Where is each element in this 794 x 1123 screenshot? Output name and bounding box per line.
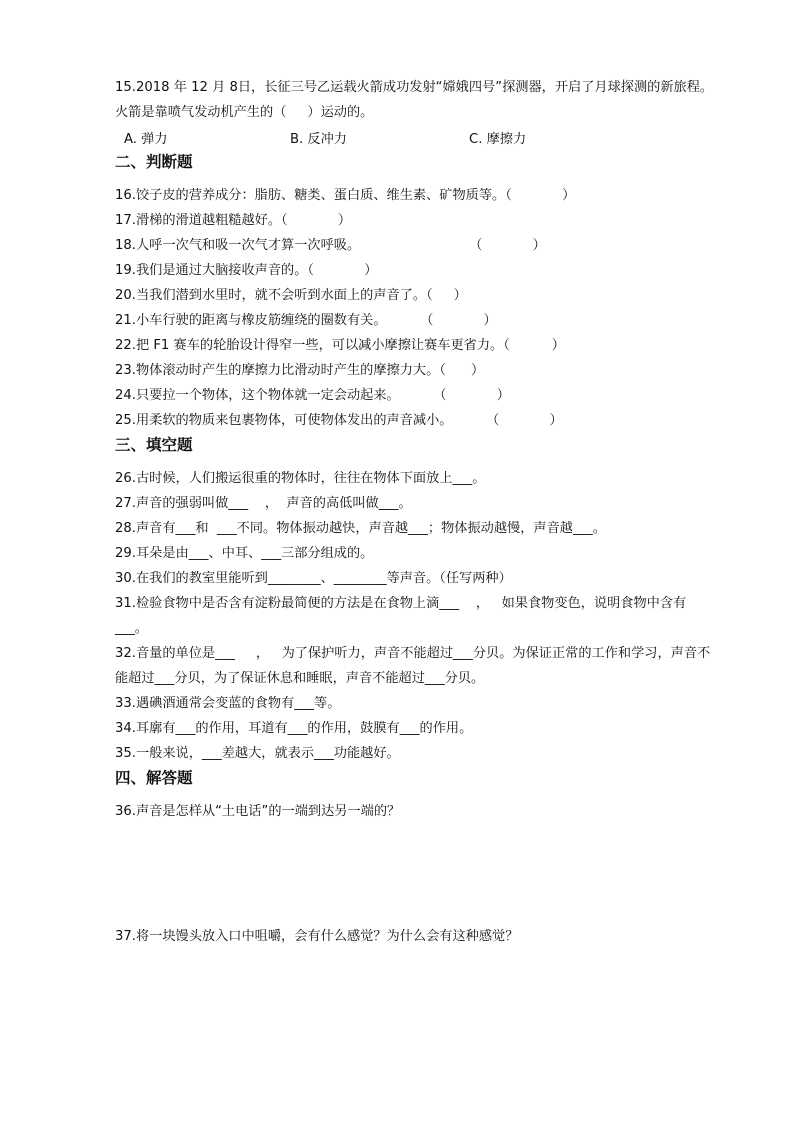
fill-question-29: 29.耳朵是由___、中耳、___三部分组成的。 [115,546,374,561]
answer-question-36: 36.声音是怎样从“土电话”的一端到达另一端的？ [115,804,401,819]
question-15-line-1: 15.2018 年 12 月 8日，长征三号乙运载火箭成功发射“嫦娥四号”探测器，开启了月球探测的新旅程。 [115,80,714,95]
fill-question-31-line-2: ___。 [115,621,148,636]
fill-question-34: 34.耳廓有___的作用，耳道有___的作用，鼓膜有___的作用。 [115,721,473,736]
fill-question-30: 30.在我们的教室里能听到________、________等声音。（任写两种） [115,571,512,586]
option-c: C. 摩擦力 [469,132,527,147]
option-b: B. 反冲力 [290,132,347,147]
judge-question-24: 24.只要拉一个物体，这个物体就一定会动起来。 （ ） [115,388,510,403]
judge-question-20: 20.当我们潜到水里时，就不会听到水面上的声音了。（ ） [115,288,467,303]
judge-question-23: 23.物体滚动时产生的摩擦力比滑动时产生的摩擦力大。（ ） [115,363,485,378]
judge-question-16: 16.饺子皮的营养成分：脂肪、糖类、蛋白质、维生素、矿物质等。（ ） [115,188,576,203]
section-heading-judge: 二、判断题 [115,153,193,171]
judge-question-25: 25.用柔软的物质来包裹物体，可使物体发出的声音减小。 （ ） [115,413,563,428]
fill-question-26: 26.古时候，人们搬运很重的物体时，往往在物体下面放上___。 [115,471,486,486]
fill-question-31-line-1: 31.检验食物中是否含有淀粉最简便的方法是在食物上滴___ ， 如果食物变色，说明食物中含有 [115,596,687,611]
fill-question-33: 33.遇碘酒通常会变蓝的食物有___等。 [115,696,341,711]
question-15-line-2: 火箭是靠喷气发动机产生的（ ）运动的。 [115,105,374,120]
section-heading-answer: 四、解答题 [115,769,193,787]
judge-question-19: 19.我们是通过大脑接收声音的。（ ） [115,263,378,278]
fill-question-27: 27.声音的强弱叫做___ ， 声音的高低叫做___。 [115,496,412,511]
fill-question-32-line-1: 32.音量的单位是___ ， 为了保护听力，声音不能超过___分贝。为保证正常的工作和学习，声音不 [115,646,711,661]
section-heading-fill: 三、填空题 [115,436,193,454]
judge-question-21: 21.小车行驶的距离与橡皮筋缠绕的圈数有关。 （ ） [115,313,497,328]
fill-question-35: 35.一般来说，___差越大，就表示___功能越好。 [115,746,400,761]
answer-question-37: 37.将一块馒头放入口中咀嚼，会有什么感觉？为什么会有这种感觉？ [115,929,519,944]
judge-question-18: 18.人呼一次气和吸一次气才算一次呼吸。 （ ） [115,238,546,253]
judge-question-17: 17.滑梯的滑道越粗糙越好。（ ） [115,213,352,228]
fill-question-32-line-2: 能超过___分贝，为了保证休息和睡眠，声音不能超过___分贝。 [115,671,485,686]
fill-question-28: 28.声音有___和 ___不同。物体振动越快，声音越___；物体振动越慢，声音越___。 [115,521,606,536]
judge-question-22: 22.把 F1 赛车的轮胎设计得窄一些，可以减小摩擦让赛车更省力。（ ） [115,338,565,353]
question-15-options [124,128,684,146]
option-a: A. 弹力 [124,132,168,147]
